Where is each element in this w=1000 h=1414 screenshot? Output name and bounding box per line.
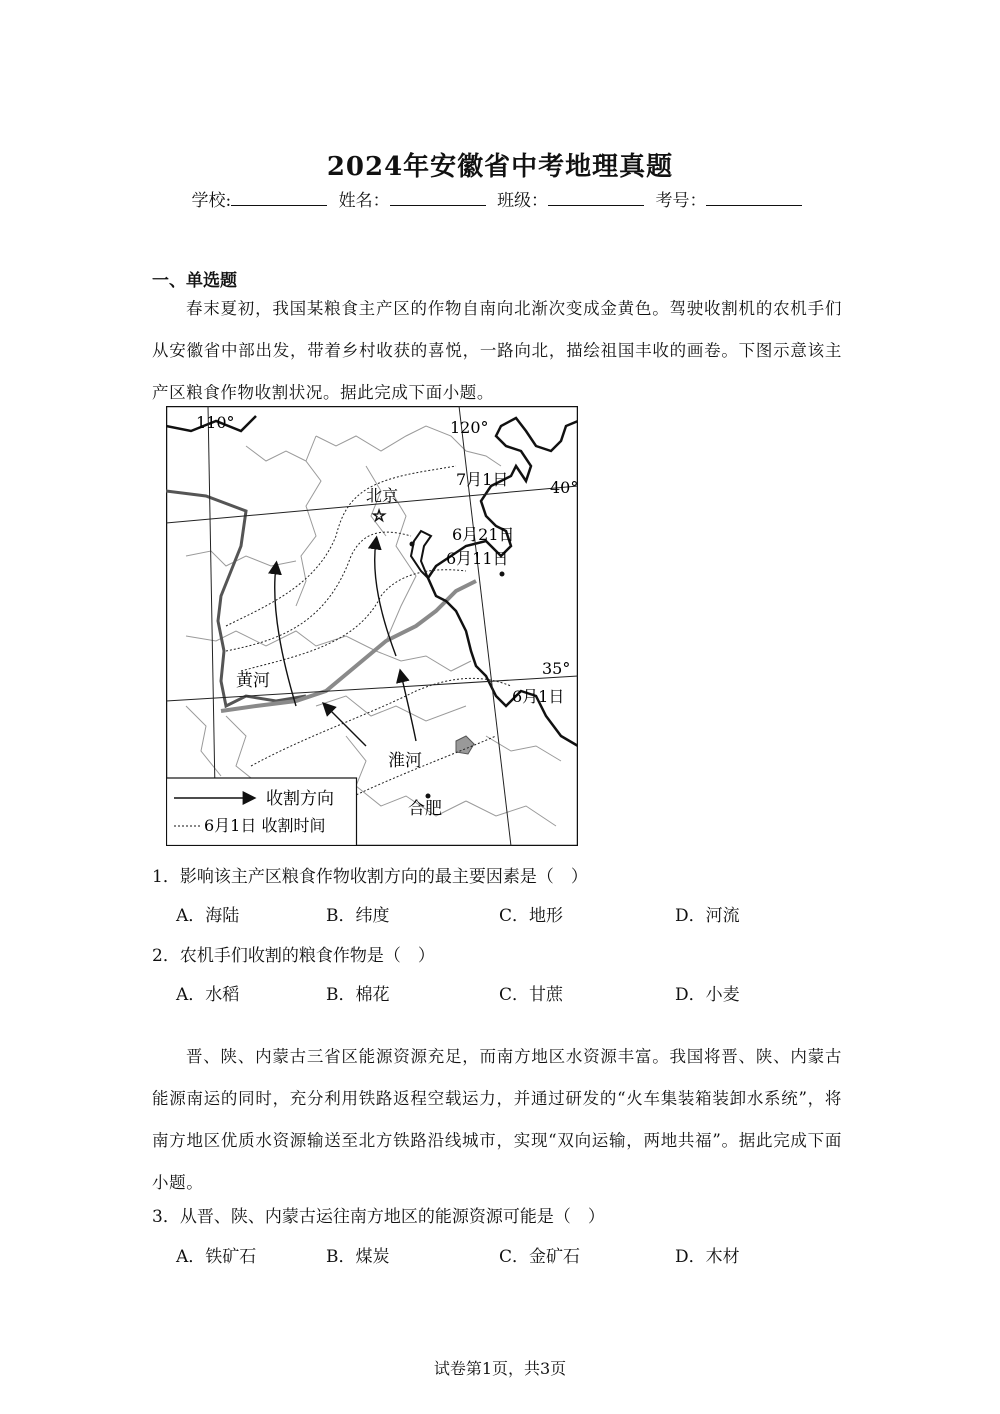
beijing-star: ☆ [371,506,387,525]
q1-option-d[interactable]: D．河流 [675,906,740,926]
label-lon120: 120° [450,418,489,437]
label-hefei: 合肥 [408,799,442,819]
question-3-stem: 3．从晋、陕、内蒙古运往南方地区的能源资源可能是（ ） [152,1207,605,1227]
class-label: 班级： [497,191,549,211]
q3-option-c[interactable]: C．金矿石 [499,1247,581,1267]
q1-option-b[interactable]: B．纬度 [326,906,390,926]
legend-arrow-label: 收割方向 [266,789,334,809]
label-lat40: 40° [550,478,578,497]
q3-option-b[interactable]: B．煤炭 [326,1247,390,1267]
q1-option-a[interactable]: A．海陆 [176,906,240,926]
passage-1: 春末夏初，我国某粮食主产区的作物自南向北渐次变成金黄色。驾驶收割机的农机手们从安徽省中部出发，带着乡村收获的喜悦，一路向北，描绘祖国丰收的画卷。下图示意该主产区粮食作物收割状况。据此完成下面小题。 [152,299,842,402]
label-jul1: 7月1日 [456,470,509,489]
exam-no-blank[interactable] [706,191,802,206]
q2-option-d[interactable]: D．小麦 [675,985,740,1005]
page-title: 2024年安徽省中考地理真题 [326,152,674,182]
school-label: 学校: [191,191,232,211]
label-lon110: 110° [196,413,235,432]
exam-no-label: 考号： [655,191,707,211]
name-label: 姓名： [338,191,390,211]
passage-2: 晋、陕、内蒙古三省区能源资源充足，而南方地区水资源丰富。我国将晋、陕、内蒙古能源南运的同时，充分利用铁路返程空载运力，并通过研发的“火车集装箱装卸水系统”，将南方地区优质水资源输送至北方铁路沿线城市，实现“双向运输，两地共福”。据此完成下面小题。 [152,1047,842,1192]
question-1-stem: 1．影响该主产区粮食作物收割方向的最主要因素是（ ） [152,867,588,887]
point-jun11 [500,572,505,577]
name-blank[interactable] [390,191,486,206]
class-blank[interactable] [548,191,644,206]
label-beijing: 北京 [366,486,399,505]
point-hefei [426,794,431,799]
point-jun21 [410,542,415,547]
label-huai-river: 淮河 [388,751,422,771]
q2-option-b[interactable]: B．棉花 [326,985,390,1005]
school-blank[interactable] [231,191,327,206]
question-2-stem: 2．农机手们收割的粮食作物是（ ） [152,946,435,966]
q2-option-c[interactable]: C．甘蔗 [499,985,564,1005]
label-yellow-river: 黄河 [236,671,270,691]
map-legend [167,778,357,846]
q3-option-a[interactable]: A．铁矿石 [176,1247,257,1267]
page-footer: 试卷第1页，共3页 [433,1359,567,1378]
q1-option-c[interactable]: C．地形 [499,906,564,926]
q3-option-d[interactable]: D．木材 [675,1247,740,1267]
section-heading: 一、单选题 [152,271,237,291]
label-jun11: 6月11日 [446,549,509,568]
label-lat35: 35° [542,659,571,678]
harvest-map [166,406,578,846]
q2-option-a[interactable]: A．水稻 [176,985,240,1005]
label-jun21: 6月21日 [452,525,515,544]
legend-dash-label: 6月1日 收割时间 [204,816,326,835]
student-info-line [0,186,1000,211]
label-jun1: 6月1日 [512,687,565,706]
